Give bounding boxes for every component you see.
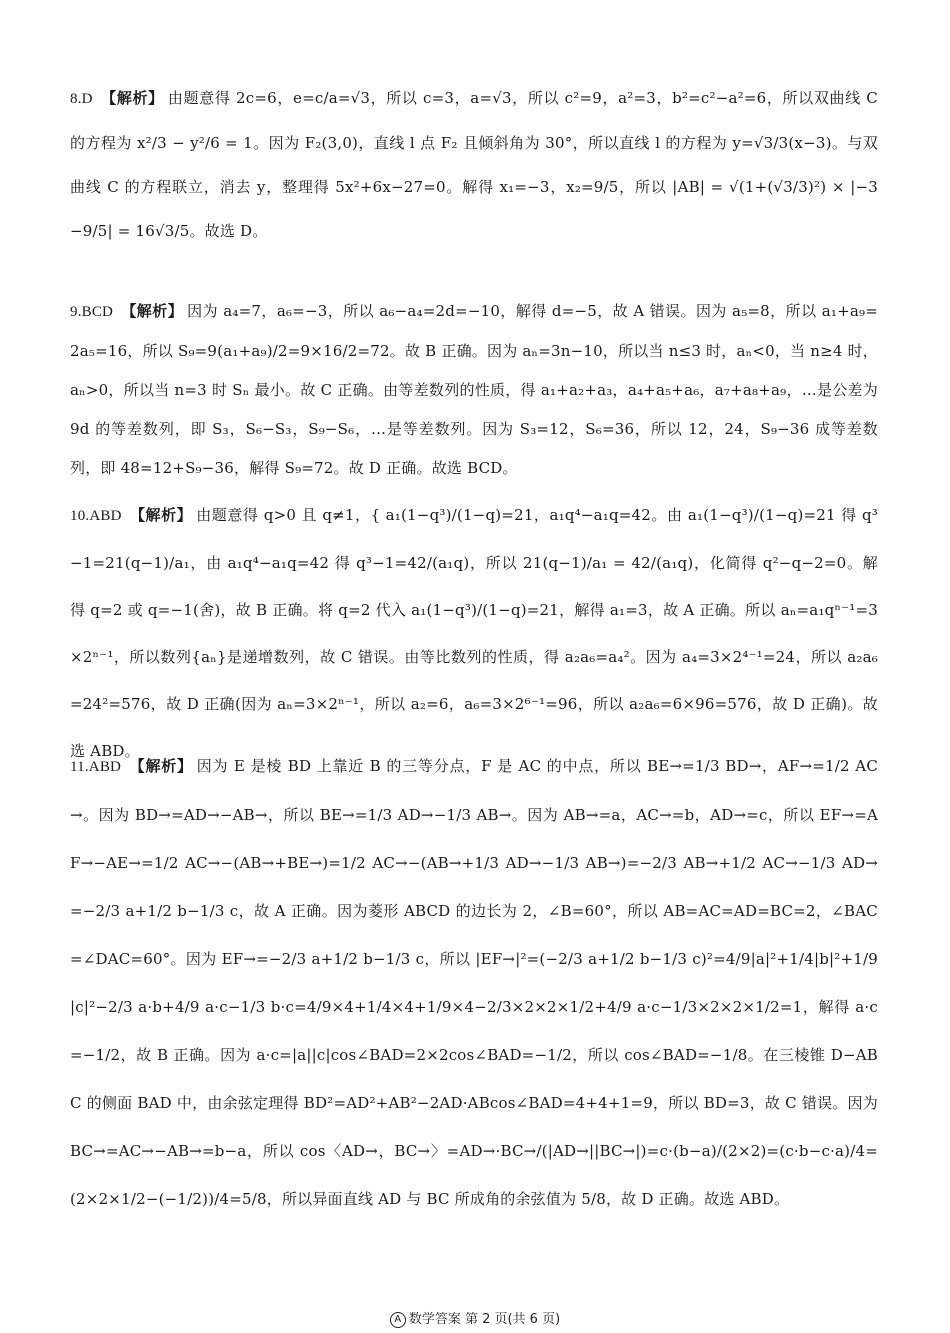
analysis-tag: 【解析】 xyxy=(100,89,164,107)
page-footer xyxy=(0,1308,950,1328)
question-number: 8.D xyxy=(70,91,93,107)
question-9-solution xyxy=(70,292,878,488)
page-number-text: 数学答案 第 2 页(共 6 页) xyxy=(408,1312,561,1327)
solution-text: 由题意得 2c=6，e=c/a=√3，所以 c=3，a=√3，所以 c²=9，a²=3，b²=c²−a²=6，所以双曲线 C 的方程为 x²/3 − y²/6 = 1。因为 F₂(3,0)，直线 l 点 F₂ 且倾斜角为 30°，所以直线 l 的方程为 y=√3/3(x−3)。与双曲线 C 的方程联立，消去 y，整理得 5x²+6x−27=0。解得 x₁=−3，x₂=9/5，所以 |AB| = √(1+(√3/3)²) × |−3−9/5| = 16√3/5。故选 D。 xyxy=(70,89,878,240)
version-mark: A xyxy=(390,1312,406,1328)
analysis-tag: 【解析】 xyxy=(129,757,193,775)
analysis-tag: 【解析】 xyxy=(121,302,184,320)
analysis-tag: 【解析】 xyxy=(129,506,193,524)
question-number: 9.BCD xyxy=(70,304,114,320)
solution-text: 由题意得 q>0 且 q≠1，{ a₁(1−q³)/(1−q)=21，a₁q⁴−a₁q=42。由 a₁(1−q³)/(1−q)=21 得 q³−1=21(q−1)/a₁，由 a₁q⁴−a₁q=42 得 q³−1=42/(a₁q)，所以 21(q−1)/a₁ = 42/(a₁q)，化简得 q²−q−2=0。解得 q=2 或 q=−1(舍)，故 B 正确。将 q=2 代入 a₁(1−q³)/(1−q)=21，解得 a₁=3，故 A 正确。所以 aₙ=a₁qⁿ⁻¹=3×2ⁿ⁻¹，所以数列{aₙ}是递增数列，故 C 错误。由等比数列的性质，得 a₂a₆=a₄²。因为 a₄=3×2⁴⁻¹=24，所以 a₂a₆=24²=576，故 D 正确(因为 aₙ=3×2ⁿ⁻¹，所以 a₂=6，a₆=3×2⁶⁻¹=96，所以 a₂a₆=6×96=576，故 D 正确)。故选 ABD。 xyxy=(70,506,878,760)
solution-text: 因为 E 是棱 BD 上靠近 B 的三等分点，F 是 AC 的中点，所以 BE→=1/3 BD→，AF→=1/2 AC→。因为 BD→=AD→−AB→，所以 BE→=1/3 AD→−1/3 AB→。因为 AB→=a，AC→=b，AD→=c，所以 EF→=AF→−AE→=1/2 AC→−(AB→+BE→)=1/2 AC→−(AB→+1/3 AD→−1/3 AB→)=−2/3 AB→+1/2 AC→−1/3 AD→=−2/3 a+1/2 b−1/3 c，故 A 正确。因为菱形 ABCD 的边长为 2，∠B=60°，所以 AB=AC=AD=BC=2，∠BAC=∠DAC=60°。因为 EF→=−2/3 a+1/2 b−1/3 c，所以 |EF→|²=(−2/3 a+1/2 b−1/3 c)²=4/9|a|²+1/4|b|²+1/9|c|²−2/3 a·b+4/9 a·c−1/3 b·c=4/9×4+1/4×4+1/9×4−2/3×2×2×1/2+4/9 a·c−1/3×2×2×1/2=1，解得 a·c=−1/2，故 B 正确。因为 a·c=|a||c|cos∠BAD=2×2cos∠BAD=−1/2，所以 cos∠BAD=−1/8。在三棱锥 D−ABC 的侧面 BAD 中，由余弦定理得 BD²=AD²+AB²−2AD·ABcos∠BAD=4+4+1=9，所以 BD=3，故 C 错误。因为 BC→=AC→−AB→=b−a，所以 cos〈AD→，BC→〉=AD→·BC→/(|AD→||BC→|)=c·(b−a)/(2×2)=(c·b−c·a)/4=(2×2×1/2−(−1/2))/4=5/8，所以异面直线 AD 与 BC 所成角的余弦值为 5/8，故 D 正确。故选 ABD。 xyxy=(70,757,879,1208)
solution-text: 因为 a₄=7，a₆=−3，所以 a₆−a₄=2d=−10，解得 d=−5，故 A 错误。因为 a₅=8，所以 a₁+a₉=2a₅=16，所以 S₉=9(a₁+a₉)/2=9×16/2=72。故 B 正确。因为 aₙ=3n−10，所以当 n≤3 时，aₙ<0，当 n≥4 时，aₙ>0，所以当 n=3 时 Sₙ 最小。故 C 正确。由等差数列的性质，得 a₁+a₂+a₃，a₄+a₅+a₆，a₇+a₈+a₉，…是公差为 9d 的等差数列，即 S₃，S₆−S₃，S₉−S₆，…是等差数列。因为 S₃=12，S₆=36，所以 12，24，S₉−36 成等差数列，即 48=12+S₉−36，解得 S₉=72。故 D 正确。故选 BCD。 xyxy=(70,302,878,477)
question-8-solution xyxy=(70,76,878,253)
question-number: 10.ABD xyxy=(70,508,122,524)
question-number: 11.ABD xyxy=(70,759,122,775)
question-11-solution xyxy=(70,742,878,1223)
question-10-solution xyxy=(70,492,878,775)
